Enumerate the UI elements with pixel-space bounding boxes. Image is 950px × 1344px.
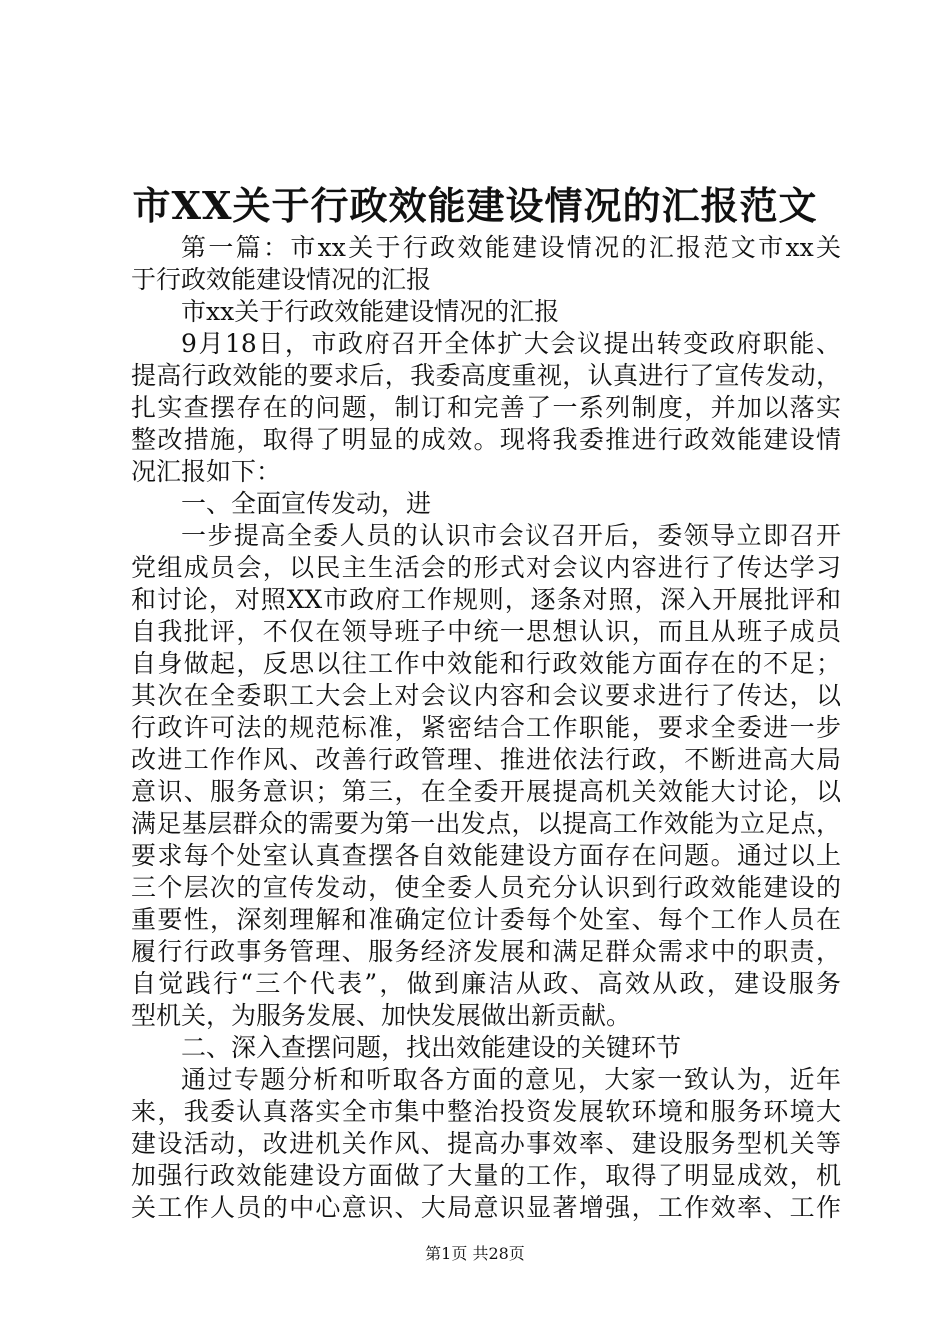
paragraph-line: 关工作人员的中心意识、大局意识显著增强，工作效率、工作 <box>131 1193 841 1222</box>
paragraph-line: 党组成员会，以民主生活会的形式对会议内容进行了传达学习 <box>131 553 841 582</box>
paragraph-line: 行政许可法的规范标准，紧密结合工作职能，要求全委进一步 <box>131 713 841 742</box>
paragraph-line: 和讨论，对照XX市政府工作规则，逐条对照，深入开展批评和 <box>131 585 841 614</box>
paragraph-line: 三个层次的宣传发动，使全委人员充分认识到行政效能建设的 <box>131 873 841 902</box>
paragraph-line: 重要性，深刻理解和准确定位计委每个处室、每个工作人员在 <box>131 905 841 934</box>
paragraph-line: 通过专题分析和听取各方面的意见，大家一致认为，近年 <box>181 1065 841 1094</box>
paragraph-line: 一步提高全委人员的认识市会议召开后，委领导立即召开 <box>181 521 841 550</box>
paragraph-line: 其次在全委职工大会上对会议内容和会议要求进行了传达，以 <box>131 681 841 710</box>
paragraph-line: 意识、服务意识；第三，在全委开展提高机关效能大讨论，以 <box>131 777 841 806</box>
paragraph-line: 自身做起，反思以往工作中效能和行政效能方面存在的不足； <box>131 649 841 678</box>
paragraph-line: 满足基层群众的需要为第一出发点，以提高工作效能为立足点， <box>131 809 841 838</box>
paragraph-line: 整改措施，取得了明显的成效。现将我委推进行政效能建设情 <box>131 425 841 454</box>
paragraph-line: 改进工作作风、改善行政管理、推进依法行政，不断进高大局 <box>131 745 841 774</box>
paragraph-line: 要求每个处室认真查摆各自效能建设方面存在问题。通过以上 <box>131 841 841 870</box>
paragraph-line: 第一篇：市xx关于行政效能建设情况的汇报范文市xx关 <box>181 233 841 262</box>
page-footer: 第1页 共28页 <box>425 1244 525 1263</box>
paragraph-line: 况汇报如下： <box>131 457 282 486</box>
paragraph-line: 加强行政效能建设方面做了大量的工作，取得了明显成效，机 <box>131 1161 841 1190</box>
paragraph-line: 于行政效能建设情况的汇报 <box>131 265 432 294</box>
paragraph-line: 建设活动，改进机关作风、提高办事效率、建设服务型机关等 <box>131 1129 841 1158</box>
document-title: 市XX关于行政效能建设情况的汇报范文 <box>132 183 818 228</box>
section-heading: 一、全面宣传发动，进 <box>181 489 432 518</box>
document-body <box>131 232 841 1224</box>
paragraph-line: 自觉践行“三个代表”，做到廉洁从政、高效从政，建设服务 <box>131 969 841 998</box>
paragraph-line: 型机关，为服务发展、加快发展做出新贡献。 <box>131 1001 632 1030</box>
paragraph-line: 9月18日，市政府召开全体扩大会议提出转变政府职能、 <box>181 329 841 358</box>
paragraph-line: 扎实查摆存在的问题，制订和完善了一系列制度，并加以落实 <box>131 393 841 422</box>
paragraph-line: 来，我委认真落实全市集中整治投资发展软环境和服务环境大 <box>131 1097 841 1126</box>
paragraph-line: 市xx关于行政效能建设情况的汇报 <box>181 297 560 326</box>
section-heading: 二、深入查摆问题，找出效能建设的关键环节 <box>181 1033 682 1062</box>
paragraph-line: 履行行政事务管理、服务经济发展和满足群众需求中的职责， <box>131 937 841 966</box>
paragraph-line: 自我批评，不仅在领导班子中统一思想认识，而且从班子成员 <box>131 617 841 646</box>
paragraph-line: 提高行政效能的要求后，我委高度重视，认真进行了宣传发动， <box>131 361 841 390</box>
